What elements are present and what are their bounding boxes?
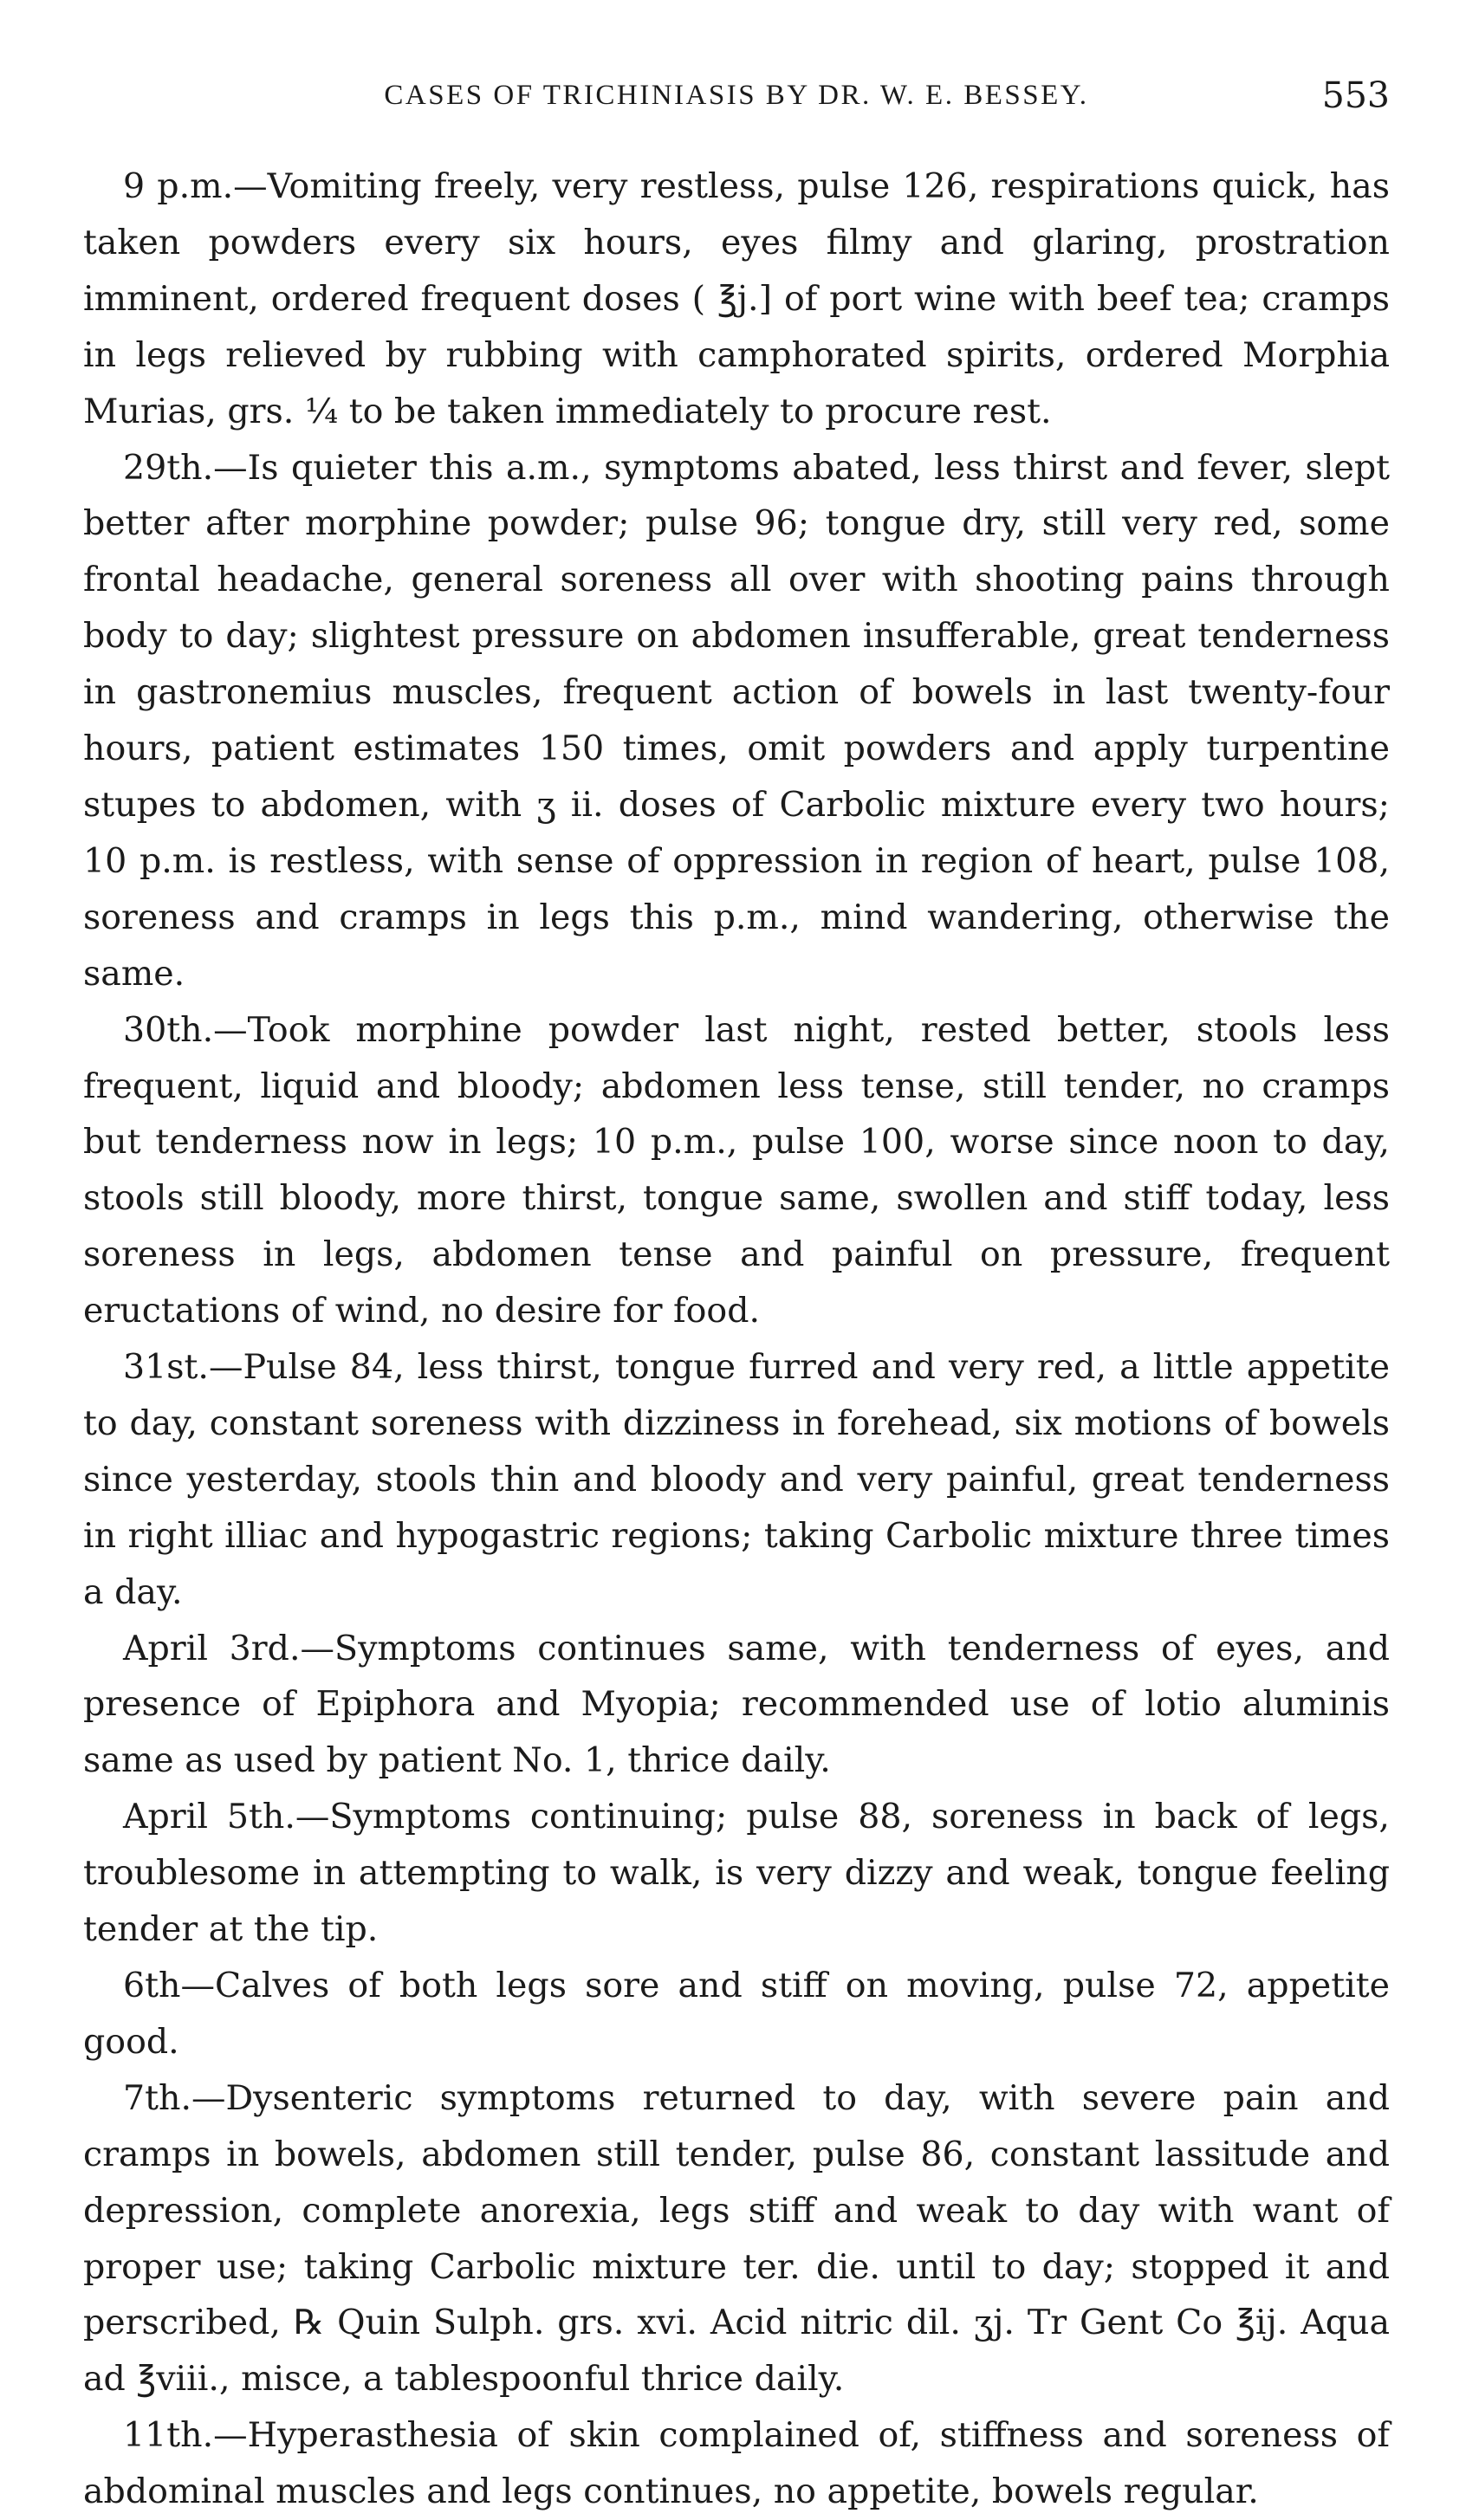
paragraph-9pm: 9 p.m.—Vomiting freely, very restless, pulse 126, respirations quick, has taken powders every six hours, eyes filmy and glaring, prostration imminent, ordered frequent doses ( ℥j.] of port wine with beef tea; cramps in legs relieved by rubbing with camphorated spirits, ordered Morphia Murias, grs. ¼ to be taken immediately to procure rest. [83,166,1390,431]
running-head [83,74,1390,126]
paragraph-7th: 7th.—Dysenteric symptoms returned to day, with severe pain and cramps in bowels, abdomen still tender, pulse 86, constant lassitude and depression, complete anorexia, legs stiff and weak to day with want of proper use; taking Carbolic mixture ter. die. until to day; stopped it and perscribed, ℞ Quin Sulph. grs. xvi. Acid nitric dil. ʒj. Tr Gent Co ℥ij. Aqua ad ℥viii., misce, a tablespoonful thrice daily. [83,2077,1390,2400]
paragraph-30th: 30th.—Took morphine powder last night, rested better, stools less frequent, liquid and bloody; abdomen less tense, still tender, no cramps but tenderness now in legs; 10 p.m., pulse 100, worse since noon to day, stools still bloody, more thirst, tongue same, swollen and stiff today, less soreness in legs, abdomen tense and painful on pressure, frequent eructations of wind, no desire for food. [83,1009,1390,1331]
body-text [83,159,1390,2520]
paragraph-april-3rd: April 3rd.—Symptoms continues same, with tenderness of eyes, and presence of Epiphora and Myopia; recommended use of lotio aluminis same as used by patient No. 1, thrice daily. [83,1628,1390,1781]
paragraph-29th: 29th.—Is quieter this a.m., symptoms abated, less thirst and fever, slept better after morphine powder; pulse 96; tongue dry, still very red, some frontal headache, general soreness all over with shooting pains through body to day; slightest pressure on abdomen insufferable, great tenderness in gastronemius muscles, frequent action of bowels in last twenty-four hours, patient estimates 150 times, omit powders and apply turpentine stupes to abdomen, with ʒ ii. doses of Carbolic mixture every two hours; 10 p.m. is restless, with sense of oppression in region of heart, pulse 108, soreness and cramps in legs this p.m., mind wandering, otherwise the same. [83,447,1390,994]
paragraph-6th: 6th—Calves of both legs sore and stiff on moving, pulse 72, appetite good. [83,1966,1390,2062]
paragraph-11th: 11th.—Hyperasthesia of skin complained of, stiffness and soreness of abdominal muscles and legs continues, no appetite, bowels regular. [83,2415,1390,2512]
page-number: 553 [1321,74,1390,116]
running-title: CASES OF TRICHINIASIS BY DR. W. E. BESSEY. [384,80,1089,111]
paragraph-april-5th: April 5th.—Symptoms continuing; pulse 88, soreness in back of legs, troublesome in attempting to walk, is very dizzy and weak, tongue feeling tender at the tip. [83,1797,1390,1950]
paragraph-31st: 31st.—Pulse 84, less thirst, tongue furred and very red, a little appetite to day, constant soreness with dizziness in forehead, six motions of bowels since yesterday, stools thin and bloody and very painful, great tenderness in right illiac and hypogastric regions; taking Carbolic mixture three times a day. [83,1347,1390,1612]
